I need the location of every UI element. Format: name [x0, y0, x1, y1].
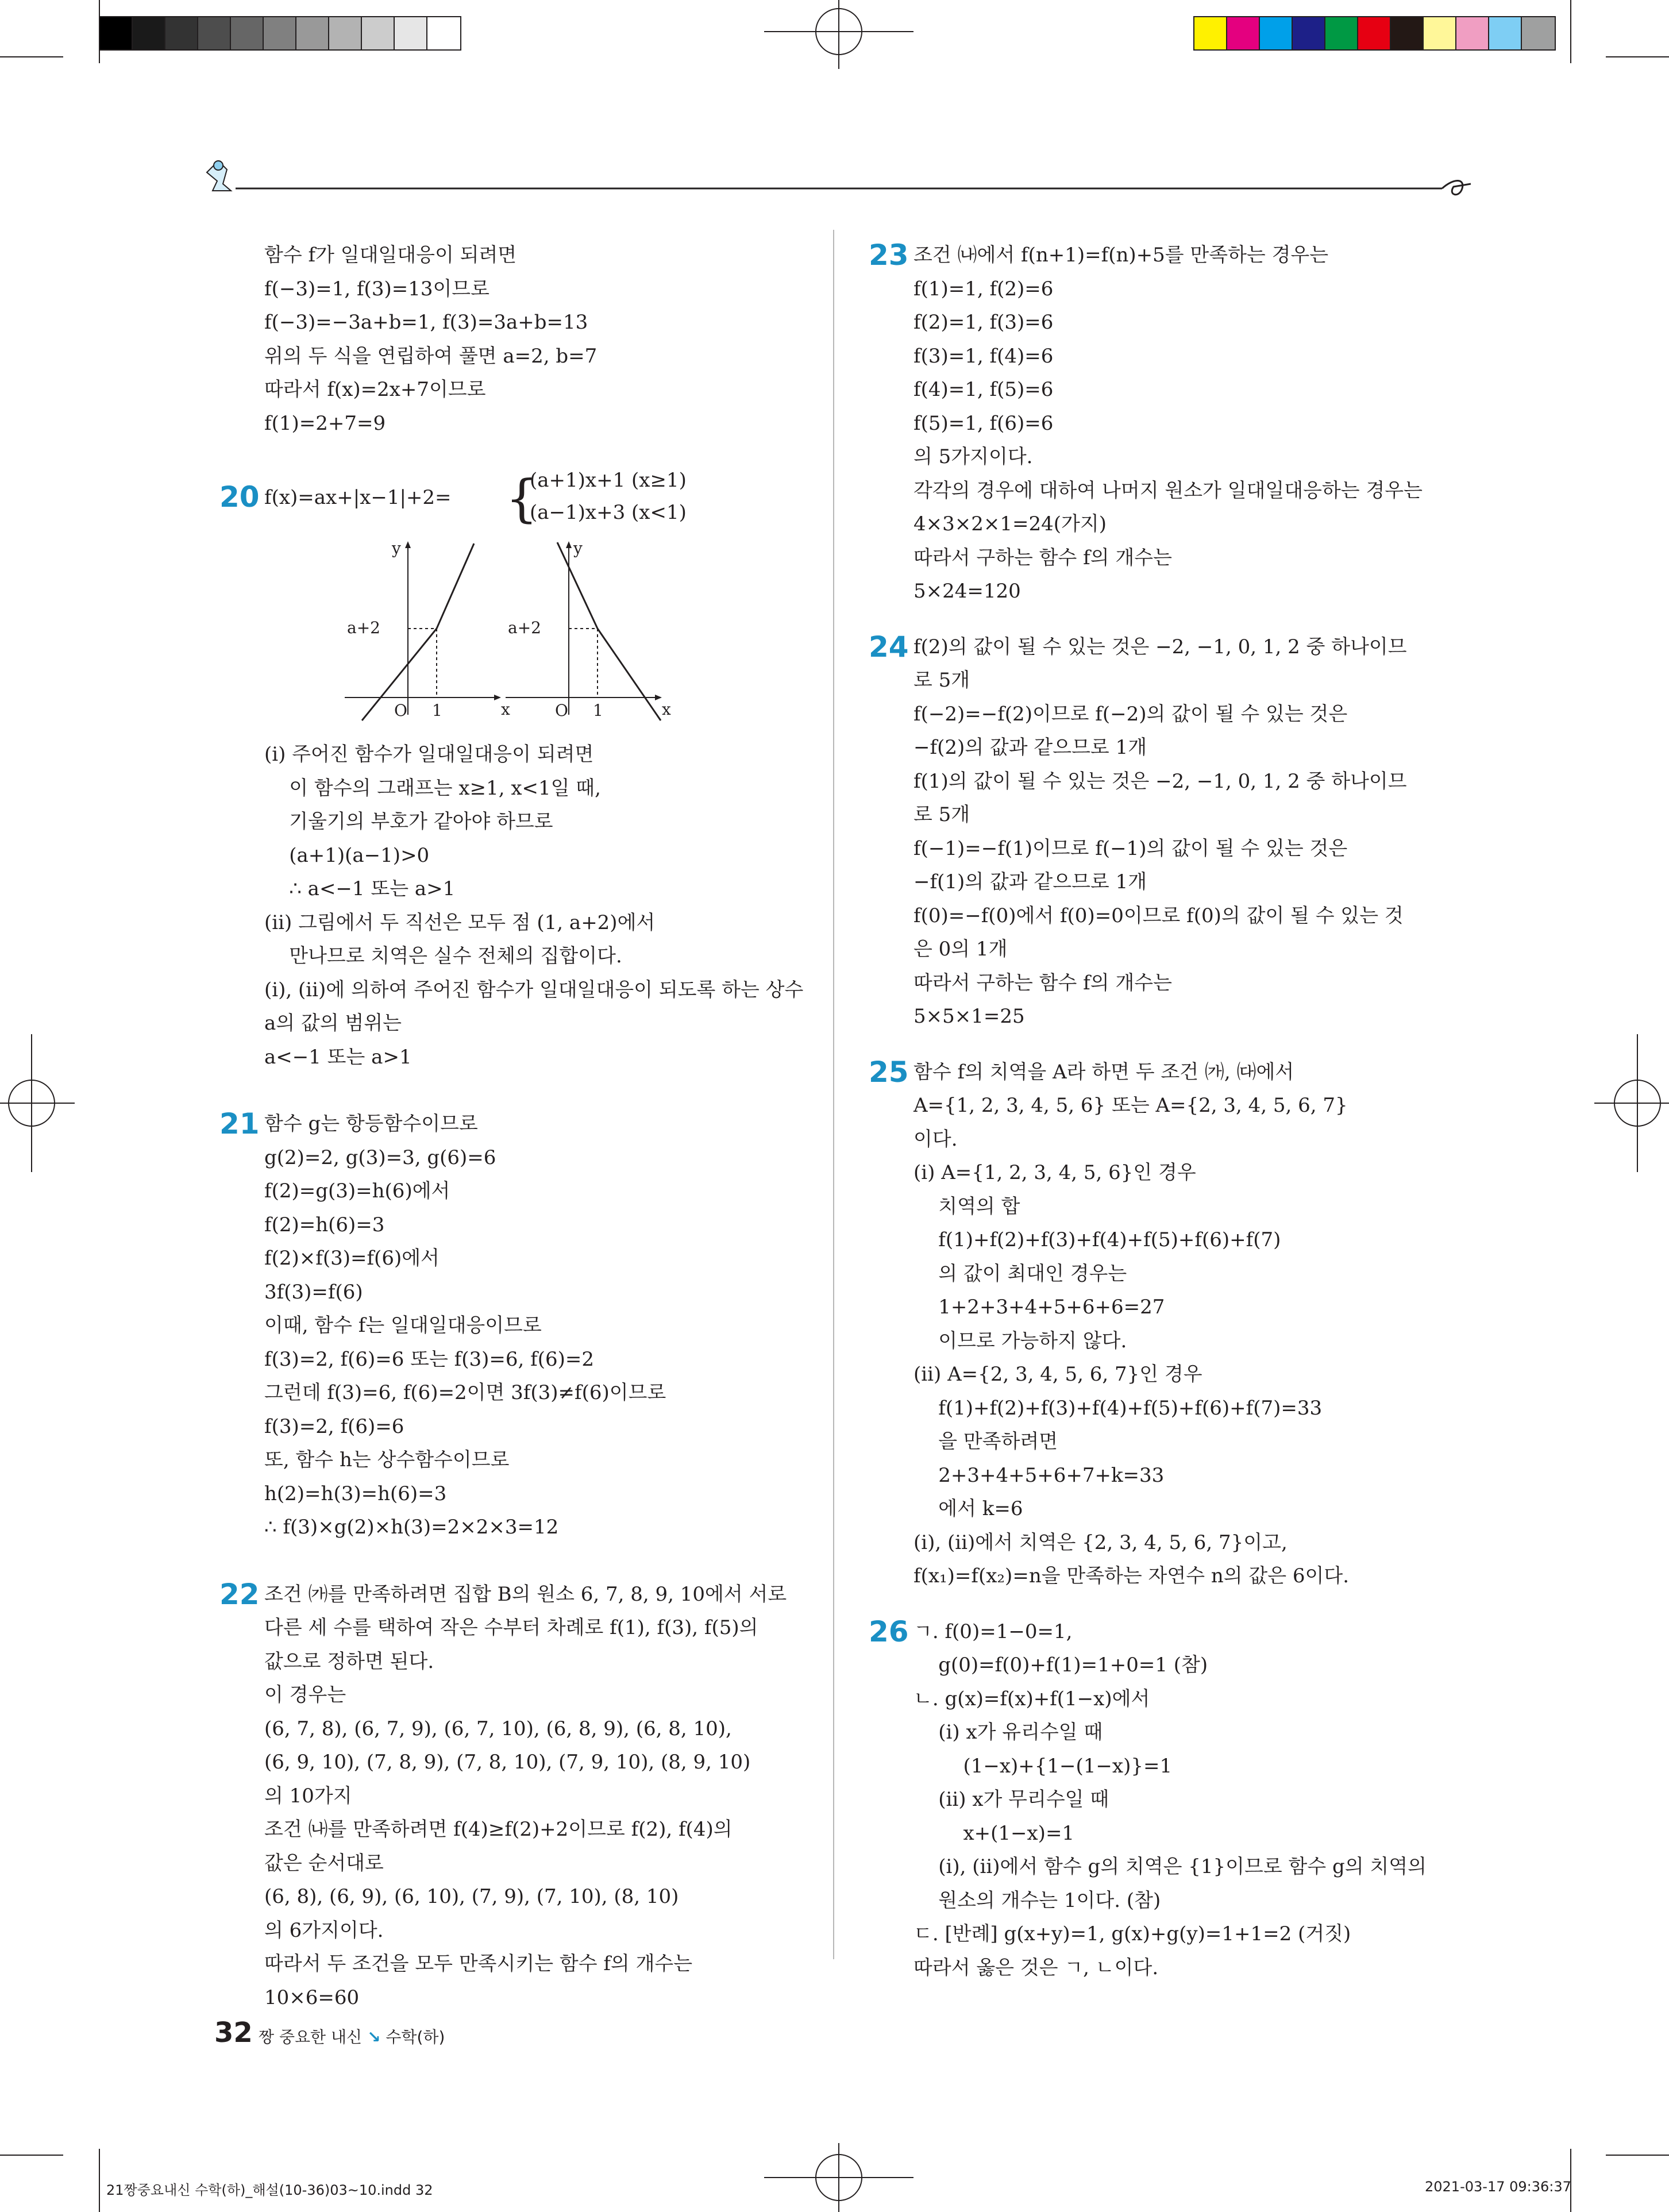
text-line: f(3)=1, f(4)=6	[913, 344, 1054, 368]
text-line: (ii) x가 무리수일 때	[913, 1788, 1109, 1811]
text-line: 이 경우는	[264, 1683, 346, 1706]
running-footer	[259, 2025, 445, 2048]
text-line: a의 값의 범위는	[264, 1012, 402, 1035]
x-tick-label: 1	[593, 701, 603, 720]
text-line: 을 만족하려면	[913, 1430, 1058, 1453]
graph-decreasing	[506, 539, 671, 720]
registration-mark-right	[1594, 1034, 1669, 1172]
text-line: ㄴ. g(x)=f(x)+f(1−x)에서	[913, 1687, 1150, 1710]
gray-swatch	[362, 17, 395, 49]
text-line: f(2)=g(3)=h(6)에서	[264, 1180, 450, 1203]
crop-mark	[99, 0, 100, 63]
text-line: 1+2+3+4+5+6+6=27	[913, 1296, 1165, 1319]
text-line: (ii) A={2, 3, 4, 5, 6, 7}인 경우	[913, 1363, 1202, 1386]
text-line: 원소의 개수는 1이다. (참)	[913, 1889, 1161, 1912]
color-swatch	[1522, 17, 1555, 49]
text-line: (1−x)+{1−(1−x)}=1	[913, 1754, 1173, 1778]
crop-mark	[0, 2155, 63, 2156]
crop-mark	[1606, 2155, 1669, 2156]
text-line: 따라서 f(x)=2x+7이므로	[264, 378, 486, 401]
formula-case-2: (a−1)x+3 (x<1)	[530, 501, 687, 524]
text-line: 이 함수의 그래프는 x≥1, x<1일 때,	[264, 776, 601, 800]
crop-mark	[1570, 0, 1571, 63]
process-color-bar	[1193, 16, 1556, 51]
grayscale-color-bar	[99, 16, 461, 51]
text-line: f(1)=2+7=9	[264, 411, 386, 435]
problem-22	[219, 1577, 816, 2015]
y-axis-label: y	[392, 539, 401, 558]
text-line: 값은 순서대로	[264, 1851, 384, 1875]
text-line: 함수 g는 항등함수이므로	[264, 1112, 478, 1135]
text-line: ㄷ. [반례] g(x+y)=1, g(x)+g(y)=1+1=2 (거짓)	[913, 1922, 1351, 1945]
piecewise-formula	[264, 469, 816, 531]
problem-21	[219, 1107, 816, 1544]
color-swatch	[1293, 17, 1325, 49]
file-name: 21짱중요내신 수학(하)_해설(10-36)03~10.indd 32	[106, 2182, 433, 2198]
formula-lead: f(x)=ax+|x−1|+2=	[264, 486, 452, 509]
color-swatch	[1456, 17, 1489, 49]
formula-case-1: (a+1)x+1 (x≥1)	[530, 469, 687, 492]
y-tick-label: a+2	[347, 618, 380, 637]
text-line: f(4)=1, f(5)=6	[913, 378, 1054, 401]
registration-mark-bottom	[764, 2143, 913, 2212]
crop-mark	[99, 2149, 100, 2212]
text-line: 의 5가지이다.	[913, 445, 1033, 468]
text-line: (6, 8), (6, 9), (6, 10), (7, 9), (7, 10), (8, 10)	[264, 1885, 679, 1908]
graph-increasing	[345, 539, 510, 720]
text-line: f(1)+f(2)+f(3)+f(4)+f(5)+f(6)+f(7)=33	[913, 1396, 1323, 1420]
text-line: 값으로 정하면 된다.	[264, 1650, 434, 1673]
text-line: 은 0의 1개	[913, 938, 1008, 961]
problem-number: 21	[219, 1107, 260, 1140]
text-line: a<−1 또는 a>1	[264, 1045, 412, 1069]
problem-20	[219, 469, 816, 1074]
x-tick-label: 1	[432, 701, 442, 720]
text-line: 로 5개	[913, 803, 970, 826]
x-axis-label: x	[501, 700, 510, 719]
text-line: 2+3+4+5+6+7+k=33	[913, 1463, 1165, 1487]
text-line: 따라서 구하는 함수 f의 개수는	[913, 971, 1172, 995]
text-line: 따라서 구하는 함수 f의 개수는	[913, 546, 1172, 569]
text-line: 기울기의 부호가 같아야 하므로	[264, 810, 553, 833]
text-line: 의 값이 최대인 경우는	[913, 1262, 1127, 1285]
ribbon-icon	[1442, 181, 1471, 195]
text-line: (6, 7, 8), (6, 7, 9), (6, 7, 10), (6, 8, 9), (6, 8, 10),	[264, 1717, 732, 1740]
crop-mark	[1606, 56, 1669, 57]
problem-23	[869, 238, 1465, 608]
text-line: f(0)=−f(0)에서 f(0)=0이므로 f(0)의 값이 될 수 있는 것	[913, 904, 1404, 927]
text-line: 따라서 두 조건을 모두 만족시키는 함수 f의 개수는	[264, 1952, 693, 1975]
text-line: f(−3)=−3a+b=1, f(3)=3a+b=13	[264, 311, 588, 334]
text-line: f(2)×f(3)=f(6)에서	[264, 1247, 440, 1270]
text-line: 위의 두 식을 연립하여 풀면 a=2, b=7	[264, 344, 598, 368]
text-line: (ii) 그림에서 두 직선은 모두 점 (1, a+2)에서	[264, 911, 656, 934]
text-line: 함수 f가 일대일대응이 되려면	[264, 244, 517, 267]
registration-mark-top	[764, 0, 913, 69]
column-divider	[833, 230, 834, 1959]
problem-19-continuation	[264, 238, 816, 440]
text-line: 따라서 옳은 것은 ㄱ, ㄴ이다.	[913, 1956, 1159, 1979]
text-line: 3f(3)=f(6)	[264, 1280, 363, 1304]
text-line: g(2)=2, g(3)=3, g(6)=6	[264, 1146, 496, 1169]
text-line: ∴ f(3)×g(2)×h(3)=2×2×3=12	[264, 1516, 559, 1539]
text-line: 의 10가지	[264, 1784, 352, 1808]
color-swatch	[1194, 17, 1227, 49]
color-swatch	[1260, 17, 1293, 49]
text-line: 로 5개	[913, 669, 970, 692]
text-line: f(1)=1, f(2)=6	[913, 277, 1054, 300]
left-column	[219, 238, 816, 2014]
text-line: 5×24=120	[913, 580, 1021, 603]
text-line: (i) 주어진 함수가 일대일대응이 되려면	[264, 743, 594, 766]
text-line: h(2)=h(3)=h(6)=3	[264, 1482, 447, 1505]
gray-swatch	[329, 17, 362, 49]
origin-label: O	[394, 701, 407, 720]
page-number: 32	[214, 2017, 253, 2049]
color-swatch	[1227, 17, 1260, 49]
text-line: 치역의 합	[913, 1194, 1020, 1218]
color-swatch	[1489, 17, 1522, 49]
text-line: 조건 ㈏에서 f(n+1)=f(n)+5를 만족하는 경우는	[913, 244, 1329, 267]
problem-number: 24	[869, 630, 909, 664]
text-line: (a+1)(a−1)>0	[264, 843, 430, 867]
y-axis-label: y	[573, 539, 583, 558]
text-line: 함수 f의 치역을 A라 하면 두 조건 ㈎, ㈐에서	[913, 1060, 1294, 1084]
right-column	[869, 238, 1465, 1984]
graph-pair	[347, 531, 919, 720]
y-tick-label: a+2	[508, 618, 541, 637]
text-line: f(−2)=−f(2)이므로 f(−2)의 값이 될 수 있는 것은	[913, 702, 1348, 726]
text-line: f(x₁)=f(x₂)=n을 만족하는 자연수 n의 값은 6이다.	[913, 1564, 1350, 1587]
text-line: 조건 ㈎를 만족하려면 집합 B의 원소 6, 7, 8, 9, 10에서 서로	[264, 1582, 787, 1606]
text-line: 5×5×1=25	[913, 1005, 1025, 1028]
gray-swatch	[296, 17, 329, 49]
x-axis-label: x	[662, 700, 671, 719]
text-line: f(1)의 값이 될 수 있는 것은 −2, −1, 0, 1, 2 중 하나이므	[913, 769, 1407, 793]
color-swatch	[1391, 17, 1424, 49]
arrow-icon: ↘	[367, 2028, 381, 2047]
text-line: 그런데 f(3)=6, f(6)=2이면 3f(3)≠f(6)이므로	[264, 1381, 666, 1404]
text-line: g(0)=f(0)+f(1)=1+0=1 (참)	[913, 1654, 1208, 1677]
problem-24	[869, 630, 1465, 1034]
color-swatch	[1424, 17, 1456, 49]
problem-number: 20	[219, 480, 260, 514]
text-line: x+(1−x)=1	[913, 1821, 1075, 1845]
text-line: (i), (ii)에서 함수 g의 치역은 {1}이므로 함수 g의 치역의	[913, 1855, 1427, 1878]
text-line: 만나므로 치역은 실수 전체의 집합이다.	[264, 945, 622, 968]
gray-swatch	[133, 17, 165, 49]
origin-label: O	[555, 701, 568, 720]
text-line: f(2)의 값이 될 수 있는 것은 −2, −1, 0, 1, 2 중 하나이므	[913, 635, 1407, 658]
text-line: (6, 9, 10), (7, 8, 9), (7, 8, 10), (7, 9, 10), (8, 9, 10)	[264, 1751, 751, 1774]
text-line: 4×3×2×1=24(가지)	[913, 512, 1107, 535]
gray-swatch	[427, 17, 460, 49]
text-line: 에서 k=6	[913, 1497, 1023, 1520]
problem-25	[869, 1055, 1465, 1593]
text-line: −f(2)의 값과 같으므로 1개	[913, 736, 1147, 759]
problem-number: 22	[219, 1577, 260, 1611]
text-line: 이다.	[913, 1127, 958, 1151]
text-line: 이때, 함수 f는 일대일대응이므로	[264, 1314, 542, 1337]
text-line: 다른 세 수를 택하여 작은 수부터 차례로 f(1), f(3), f(5)의	[264, 1616, 758, 1639]
text-line: 각각의 경우에 대하여 나머지 원소가 일대일대응하는 경우는	[913, 479, 1423, 502]
problem-number: 23	[869, 238, 909, 272]
text-line: f(2)=h(6)=3	[264, 1213, 385, 1236]
gray-swatch	[231, 17, 264, 49]
text-line: f(2)=1, f(3)=6	[913, 311, 1054, 334]
brace: {	[506, 469, 538, 528]
text-line: f(3)=2, f(6)=6	[264, 1415, 404, 1438]
gray-swatch	[100, 17, 133, 49]
text-line: (i), (ii)에 의하여 주어진 함수가 일대일대응이 되도록 하는 상수	[264, 978, 804, 1001]
problem-number: 26	[869, 1614, 909, 1648]
text-line: A={1, 2, 3, 4, 5, 6} 또는 A={2, 3, 4, 5, 6, 7}	[913, 1094, 1348, 1117]
text-line: f(−3)=1, f(3)=13이므로	[264, 277, 489, 300]
text-line: 의 6가지이다.	[264, 1918, 384, 1942]
text-line: (i) x가 유리수일 때	[913, 1721, 1103, 1744]
text-line: f(5)=1, f(6)=6	[913, 411, 1054, 435]
gray-swatch	[395, 17, 427, 49]
text-line: ㄱ. f(0)=1−0=1,	[913, 1620, 1073, 1643]
text-line: (i) A={1, 2, 3, 4, 5, 6}인 경우	[913, 1161, 1196, 1184]
registration-mark-left	[0, 1034, 75, 1172]
problem-26	[869, 1614, 1465, 1985]
text-line: 조건 ㈏를 만족하려면 f(4)≥f(2)+2이므로 f(2), f(4)의	[264, 1818, 733, 1841]
color-swatch	[1325, 17, 1358, 49]
book-subject: 수학(하)	[386, 2028, 445, 2047]
text-line: (i), (ii)에서 치역은 {2, 3, 4, 5, 6, 7}이고,	[913, 1531, 1288, 1554]
text-line: f(−1)=−f(1)이므로 f(−1)의 값이 될 수 있는 것은	[913, 837, 1348, 860]
text-line: 이므로 가능하지 않다.	[913, 1329, 1127, 1352]
header-rule	[195, 155, 1482, 201]
book-title: 짱 중요한 내신	[259, 2028, 363, 2047]
problem-number: 25	[869, 1055, 909, 1089]
text-line: −f(1)의 값과 같으므로 1개	[913, 870, 1147, 893]
gray-swatch	[165, 17, 198, 49]
text-line: 또, 함수 h는 상수함수이므로	[264, 1448, 510, 1471]
gray-swatch	[264, 17, 296, 49]
gray-swatch	[198, 17, 231, 49]
crop-mark	[0, 56, 63, 57]
print-timestamp: 2021-03-17 09:36:37	[1425, 2179, 1571, 2195]
text-line: ∴ a<−1 또는 a>1	[264, 877, 456, 900]
text-line: f(1)+f(2)+f(3)+f(4)+f(5)+f(6)+f(7)	[913, 1228, 1281, 1251]
color-swatch	[1358, 17, 1391, 49]
text-line: 10×6=60	[264, 1986, 360, 2009]
text-line: f(3)=2, f(6)=6 또는 f(3)=6, f(6)=2	[264, 1347, 594, 1371]
